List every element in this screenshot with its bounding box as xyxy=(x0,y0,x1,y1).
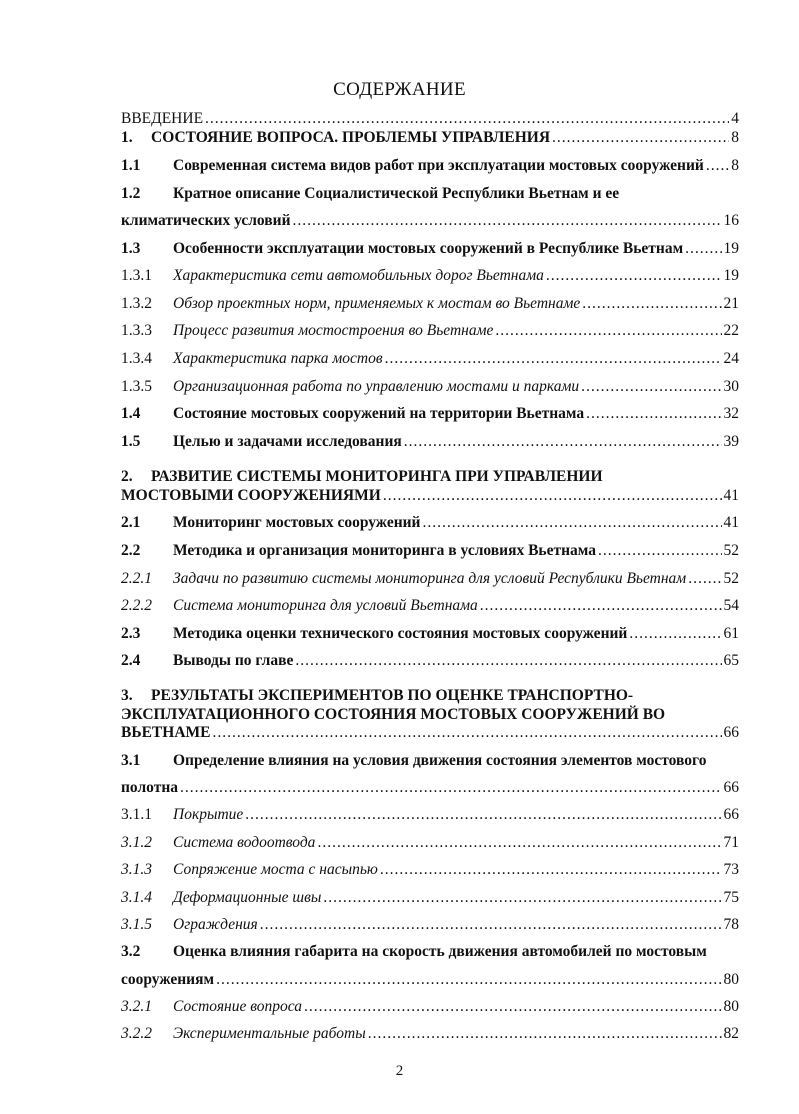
toc-entry-number: 3.1.2 xyxy=(121,834,152,851)
toc-entry-title: РЕЗУЛЬТАТЫ ЭКСПЕРИМЕНТОВ ПО ОЦЕНКЕ ТРАНСПОРТНО- xyxy=(151,687,634,704)
leader-dots xyxy=(495,322,721,340)
toc-entry-title: Состояние вопроса xyxy=(173,998,302,1015)
toc-entry-title: Мониторинг мостовых сооружений xyxy=(173,514,421,531)
toc-entry-number: 3.2.2 xyxy=(121,1025,152,1042)
toc-entry-number: 1. xyxy=(121,129,133,146)
toc-entry-1-3-2 xyxy=(121,295,739,313)
leader-dots xyxy=(323,889,721,907)
toc-entry-page: 16 xyxy=(723,212,739,229)
toc-entry-2-4 xyxy=(121,652,739,670)
toc-entry-title: Задачи по развитию системы мониторинга для условий Республики Вьетнам xyxy=(173,570,687,587)
toc-entry-number: 1.3.2 xyxy=(121,295,152,312)
toc-entry-number: 3.1.1 xyxy=(121,806,152,823)
leader-dots xyxy=(480,597,722,615)
leader-dots xyxy=(582,295,721,313)
toc-entry-3-1-4 xyxy=(121,889,739,907)
toc-entry-3-2 xyxy=(121,971,739,989)
toc-entry-title-cont: климатических условий xyxy=(121,212,291,229)
toc-entry-page: 73 xyxy=(723,861,739,878)
leader-dots xyxy=(706,157,729,175)
toc-entry-chapter-2 xyxy=(121,487,739,505)
toc-entry-title: Процесс развития мостостроения во Вьетнаме xyxy=(173,322,494,339)
leader-dots xyxy=(304,998,722,1016)
toc-entry-number: 1.3.1 xyxy=(121,267,152,284)
leader-dots xyxy=(295,652,721,670)
toc-entry-3-1-3 xyxy=(121,861,739,879)
toc-entry-title: Организационная работа по управлению мостами и парками xyxy=(173,378,580,395)
toc-entry-3-1-5 xyxy=(121,916,739,934)
toc-entry-page: 41 xyxy=(723,514,739,531)
toc-entry-1-3-5 xyxy=(121,378,739,396)
leader-dots xyxy=(245,806,721,824)
leader-dots xyxy=(629,625,721,643)
toc-entry-title-cont: сооружениям xyxy=(121,971,215,988)
toc-entry-3-1-first-line xyxy=(121,752,706,770)
toc-entry-title-cont: ВЬЕТНАМЕ xyxy=(121,724,211,741)
toc-entry-1-3-3 xyxy=(121,322,739,340)
toc-entry-page: 19 xyxy=(723,240,739,257)
leader-dots xyxy=(380,861,722,879)
toc-entry-title: Состояние мостовых сооружений на территории Вьетнама xyxy=(173,405,585,422)
toc-entry-3-1-1 xyxy=(121,806,739,824)
leader-dots xyxy=(368,1025,722,1043)
toc-entry-1-3 xyxy=(121,240,739,258)
toc-entry-page: 78 xyxy=(723,916,739,933)
leader-dots xyxy=(212,724,721,742)
leader-dots xyxy=(180,779,721,797)
toc-entry-2-2-2 xyxy=(121,597,739,615)
toc-entry-title: РАЗВИТИЕ СИСТЕМЫ МОНИТОРИНГА ПРИ УПРАВЛЕНИИ xyxy=(151,468,603,485)
toc-entry-title: Деформационные швы xyxy=(173,889,322,906)
toc-entry-3-2-1 xyxy=(121,998,739,1016)
leader-dots xyxy=(205,110,729,128)
toc-entry-chapter-1 xyxy=(121,129,739,147)
toc-entry-number: 1.4 xyxy=(121,405,141,422)
toc-entry-title: Характеристика сети автомобильных дорог Вьетнама xyxy=(173,267,544,284)
toc-entry-page: 19 xyxy=(723,267,739,284)
toc-entry-2-1 xyxy=(121,514,739,532)
toc-entry-number: 1.2 xyxy=(121,185,141,202)
toc-entry-title: Оценка влияния габарита на скорость движения автомобилей по мостовым xyxy=(173,943,707,960)
toc-entry-title: Экспериментальные работы xyxy=(173,1025,366,1042)
toc-entry-1-4 xyxy=(121,405,739,423)
toc-entry-title: Сопряжение моста с насыпью xyxy=(173,861,378,878)
toc-entry-title: СОСТОЯНИЕ ВОПРОСА. ПРОБЛЕМЫ УПРАВЛЕНИЯ xyxy=(151,129,551,146)
toc-entry-3-2-first-line xyxy=(121,943,707,961)
toc-entry-page: 66 xyxy=(723,724,739,741)
leader-dots xyxy=(598,542,722,560)
toc-entry-page: 41 xyxy=(723,487,739,504)
toc-entry-title-cont: ЭКСПЛУАТАЦИОННОГО СОСТОЯНИЯ МОСТОВЫХ СООРУЖЕНИЙ ВО xyxy=(121,706,666,723)
toc-entry-page: 65 xyxy=(723,652,739,669)
toc-entry-title: Система водоотвода xyxy=(173,834,316,851)
toc-entry-title: ВВЕДЕНИЕ xyxy=(121,110,204,127)
toc-entry-chapter-2-first-line xyxy=(121,468,603,486)
toc-entry-number: 3.1 xyxy=(121,752,141,769)
leader-dots xyxy=(383,487,722,505)
toc-entry-page: 8 xyxy=(731,157,739,174)
toc-entry-number: 2.2.1 xyxy=(121,570,152,587)
toc-entry-1-2-first-line xyxy=(121,185,619,203)
toc-entry-number: 3.1.3 xyxy=(121,861,152,878)
toc-entry-3-1-2 xyxy=(121,834,739,852)
toc-entry-2-2-1 xyxy=(121,570,739,588)
toc-entry-page: 30 xyxy=(723,378,739,395)
toc-entry-page: 52 xyxy=(723,570,739,587)
toc-entry-number: 2.3 xyxy=(121,625,141,642)
leader-dots xyxy=(260,916,722,934)
leader-dots xyxy=(317,834,721,852)
toc-entry-number: 1.5 xyxy=(121,433,141,450)
toc-entry-chapter-3 xyxy=(121,724,739,742)
toc-entry-number: 1.3 xyxy=(121,240,141,257)
toc-entry-page: 52 xyxy=(723,542,739,559)
toc-entry-title: Характеристика парка мостов xyxy=(173,350,383,367)
toc-entry-page: 8 xyxy=(731,129,739,146)
leader-dots xyxy=(293,212,722,230)
toc-entry-introduction xyxy=(121,110,739,128)
toc-entry-1-1 xyxy=(121,157,739,175)
toc-entry-number: 3.1.4 xyxy=(121,889,152,906)
toc-entry-number: 2.4 xyxy=(121,652,141,669)
leader-dots xyxy=(688,570,721,588)
toc-entry-page: 82 xyxy=(723,1025,739,1042)
toc-entry-number: 1.3.4 xyxy=(121,350,152,367)
leader-dots xyxy=(546,267,722,285)
toc-entry-page: 80 xyxy=(723,998,739,1015)
toc-entry-3-2-2 xyxy=(121,1025,739,1043)
toc-entry-page: 75 xyxy=(723,889,739,906)
toc-entry-page: 22 xyxy=(723,322,739,339)
toc-entry-page: 32 xyxy=(723,405,739,422)
toc-entry-number: 3.2.1 xyxy=(121,998,152,1015)
toc-entry-title: Методика оценки технического состояния мостовых сооружений xyxy=(173,625,628,642)
toc-entry-number: 2.1 xyxy=(121,514,141,531)
toc-entry-page: 61 xyxy=(723,625,739,642)
toc-entry-title: Методика и организация мониторинга в условиях Вьетнама xyxy=(173,542,596,559)
toc-entry-page: 54 xyxy=(723,597,739,614)
leader-dots xyxy=(385,350,722,368)
toc-entry-number: 1.3.5 xyxy=(121,378,152,395)
toc-entry-chapter-3-second-line xyxy=(121,706,665,724)
toc-entry-title: Ограждения xyxy=(173,916,258,933)
toc-entry-number: 2.2.2 xyxy=(121,597,152,614)
toc-entry-page: 24 xyxy=(723,350,739,367)
leader-dots xyxy=(586,405,721,423)
toc-entry-2-2 xyxy=(121,542,739,560)
toc-entry-number: 2. xyxy=(121,468,133,485)
toc-entry-number: 2.2 xyxy=(121,542,141,559)
leader-dots xyxy=(685,240,721,258)
toc-entry-title: Целью и задачами исследования xyxy=(173,433,402,450)
toc-entry-title: Выводы по главе xyxy=(173,652,294,669)
toc-entry-number: 1.3.3 xyxy=(121,322,152,339)
toc-entry-1-5 xyxy=(121,433,739,451)
toc-entry-1-3-4 xyxy=(121,350,739,368)
toc-entry-number: 3. xyxy=(121,687,133,704)
toc-entry-page: 66 xyxy=(723,779,739,796)
leader-dots xyxy=(404,433,722,451)
toc-entry-page: 21 xyxy=(723,295,739,312)
toc-entry-number: 1.1 xyxy=(121,157,141,174)
leader-dots xyxy=(581,378,721,396)
toc-entry-page: 4 xyxy=(731,110,739,127)
leader-dots xyxy=(216,971,721,989)
toc-entry-page: 71 xyxy=(723,834,739,851)
toc-entry-title: Кратное описание Социалистической Республики Вьетнам и ее xyxy=(173,185,620,202)
toc-entry-title: Обзор проектных норм, применяемых к мостам во Вьетнаме xyxy=(173,295,581,312)
toc-entry-chapter-3-first-line xyxy=(121,687,633,705)
toc-entry-title-cont: полотна xyxy=(121,779,179,796)
toc-entry-2-3 xyxy=(121,625,739,643)
toc-entry-page: 39 xyxy=(723,433,739,450)
toc-entry-number: 3.2 xyxy=(121,943,141,960)
toc-entry-title: Современная система видов работ при эксплуатации мостовых сооружений xyxy=(173,157,704,174)
toc-entry-page: 80 xyxy=(723,971,739,988)
toc-entry-3-1 xyxy=(121,779,739,797)
page-number: 2 xyxy=(395,1063,404,1079)
toc-entry-title: Покрытие xyxy=(173,806,244,823)
toc-entry-title: Определение влияния на условия движения состояния элементов мостового xyxy=(173,752,707,769)
toc-entry-title: Особенности эксплуатации мостовых сооружений в Республике Вьетнам xyxy=(173,240,684,257)
toc-entry-1-3-1 xyxy=(121,267,739,285)
toc-entry-1-2 xyxy=(121,212,739,230)
leader-dots xyxy=(423,514,722,532)
leader-dots xyxy=(552,129,729,147)
toc-entry-title-cont: МОСТОВЫМИ СООРУЖЕНИЯМИ xyxy=(121,487,381,504)
toc-entry-page: 66 xyxy=(723,806,739,823)
toc-entry-title: Система мониторинга для условий Вьетнама xyxy=(173,597,478,614)
toc-entry-number: 3.1.5 xyxy=(121,916,152,933)
page-title: СОДЕРЖАНИЕ xyxy=(333,79,466,100)
